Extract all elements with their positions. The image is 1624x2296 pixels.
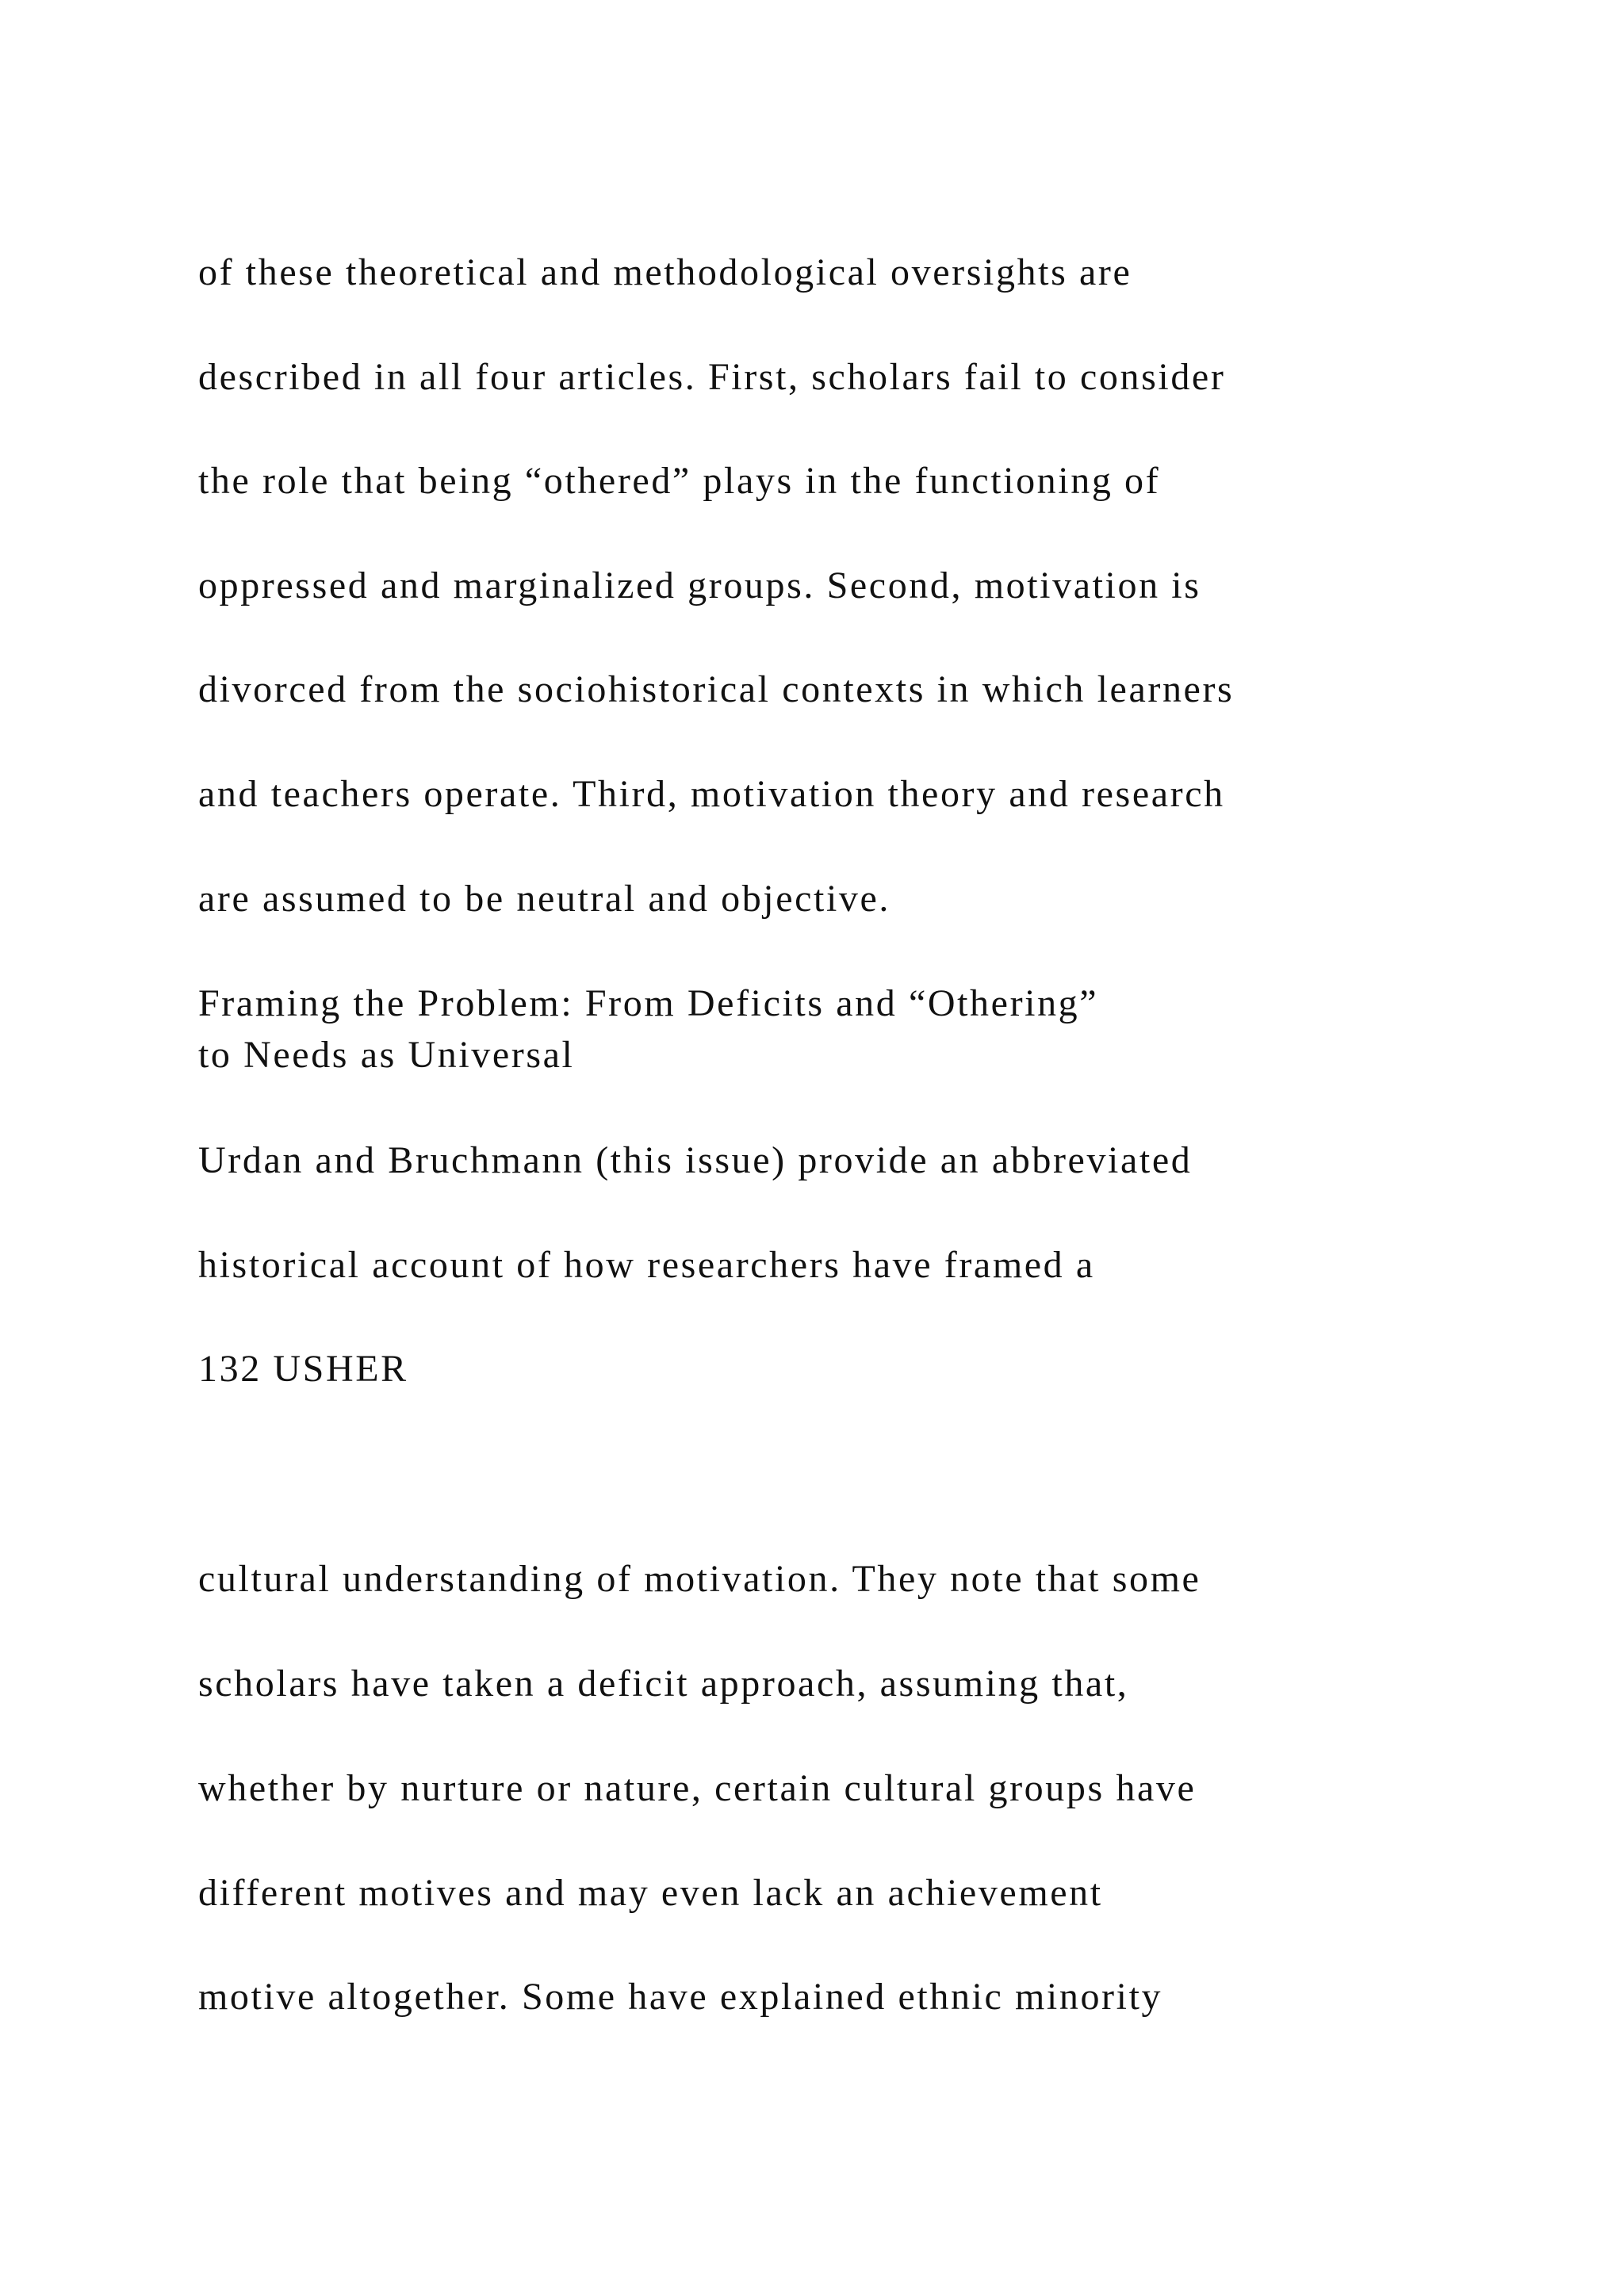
body-line: whether by nurture or nature, certain cultural groups have xyxy=(198,1767,1197,1809)
body-line: scholars have taken a deficit approach, assuming that, xyxy=(198,1663,1129,1705)
body-line: oppressed and marginalized groups. Second, motivation is xyxy=(198,564,1201,607)
body-line: described in all four articles. First, scholars fail to consider xyxy=(198,356,1226,398)
body-line: the role that being “othered” plays in the functioning of xyxy=(198,460,1161,502)
body-line: are assumed to be neutral and objective. xyxy=(198,878,891,920)
body-line: divorced from the sociohistorical contexts in which learners xyxy=(198,668,1235,710)
body-line: cultural understanding of motivation. They note that some xyxy=(198,1558,1201,1600)
section-heading: to Needs as Universal xyxy=(198,1034,575,1076)
body-line: historical account of how researchers have framed a xyxy=(198,1244,1095,1286)
body-line: and teachers operate. Third, motivation theory and research xyxy=(198,773,1225,815)
section-heading: Framing the Problem: From Deficits and “Othering” xyxy=(198,982,1099,1024)
body-line: motive altogether. Some have explained ethnic minority xyxy=(198,1976,1163,2018)
body-line: of these theoretical and methodological oversights are xyxy=(198,251,1132,293)
page-footer: 132 USHER xyxy=(198,1348,408,1390)
body-line: different motives and may even lack an achievement xyxy=(198,1872,1103,1914)
body-line: Urdan and Bruchmann (this issue) provide an abbreviated xyxy=(198,1139,1193,1181)
